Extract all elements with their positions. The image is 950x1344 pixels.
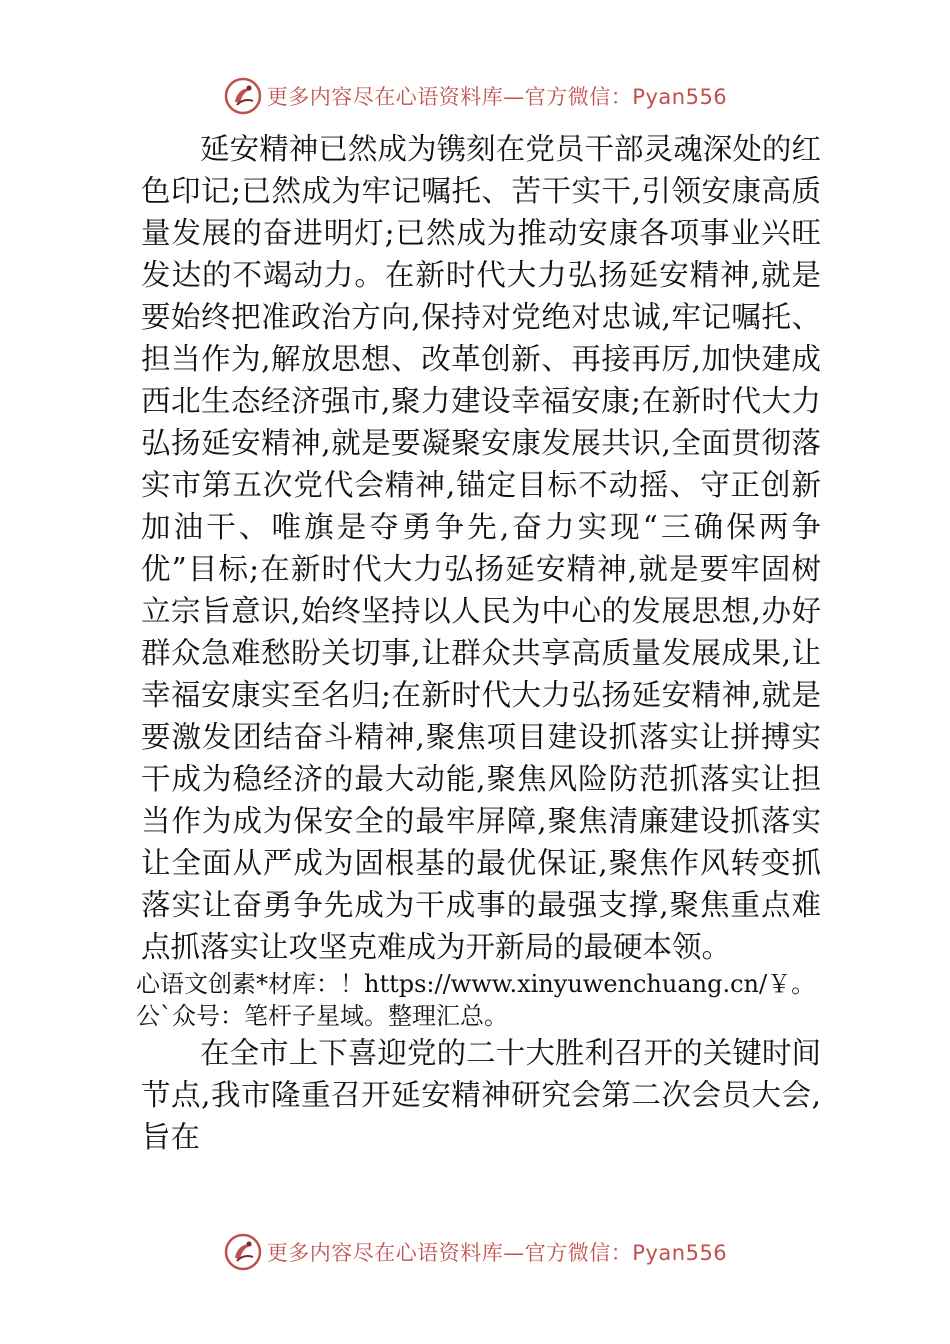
paragraph-2: 在全市上下喜迎党的二十大胜利召开的关键时间节点,我市隆重召开延安精神研究会第二次会员大会,旨在 [141,1036,821,1154]
brand-logo-icon [223,76,263,116]
header-banner-text: 更多内容尽在心语资料库—官方微信：Pyan556 [266,85,728,109]
footer-banner [0,1228,950,1276]
brand-logo-icon [223,1232,263,1272]
main-text-block-2 [141,1032,821,1158]
header-banner [0,72,950,120]
paragraph-1: 延安精神已然成为镌刻在党员干部灵魂深处的红色印记;已然成为牢记嘱托、苦干实干,引领安康高质量发展的奋进明灯;已然成为推动安康各项事业兴旺发达的不竭动力。在新时代大力弘扬延安精神,就是要始终把准政治方向,保持对党绝对忠诚,牢记嘱托、担当作为,解放思想、改革创新、再接再厉,加快建成西北生态经济强市,聚力建设幸福安康;在新时代大力弘扬延安精神,就是要凝聚安康发展共识,全面贯彻落实市第五次党代会精神,锚定目标不动摇、守正创新加油干、唯旗是夺勇争先,奋力实现“三确保两争优”目标;在新时代大力弘扬延安精神,就是要牢固树立宗旨意识,始终坚持以人民为中心的发展思想,办好群众急难愁盼关切事,让群众共享高质量发展成果,让幸福安康实至名归;在新时代大力弘扬延安精神,就是要激发团结奋斗精神,聚焦项目建设抓落实让拼搏实干成为稳经济的最大动能,聚焦风险防范抓落实让担当作为成为保安全的最牢屏障,聚焦清廉建设抓落实让全面从严成为固根基的最优保证,聚焦作风转变抓落实让奋勇争先成为干成事的最强支撑,聚焦重点难点抓落实让攻坚克难成为开新局的最硬本领。 [141,132,821,964]
footer-banner-text: 更多内容尽在心语资料库—官方微信：Pyan556 [266,1241,728,1265]
main-text-block [141,128,821,968]
source-note: 心语文创素*材库：！https://www.xinyuwenchuang.cn/￥。公`众号：笔杆子星域。整理汇总。 [136,970,816,1030]
